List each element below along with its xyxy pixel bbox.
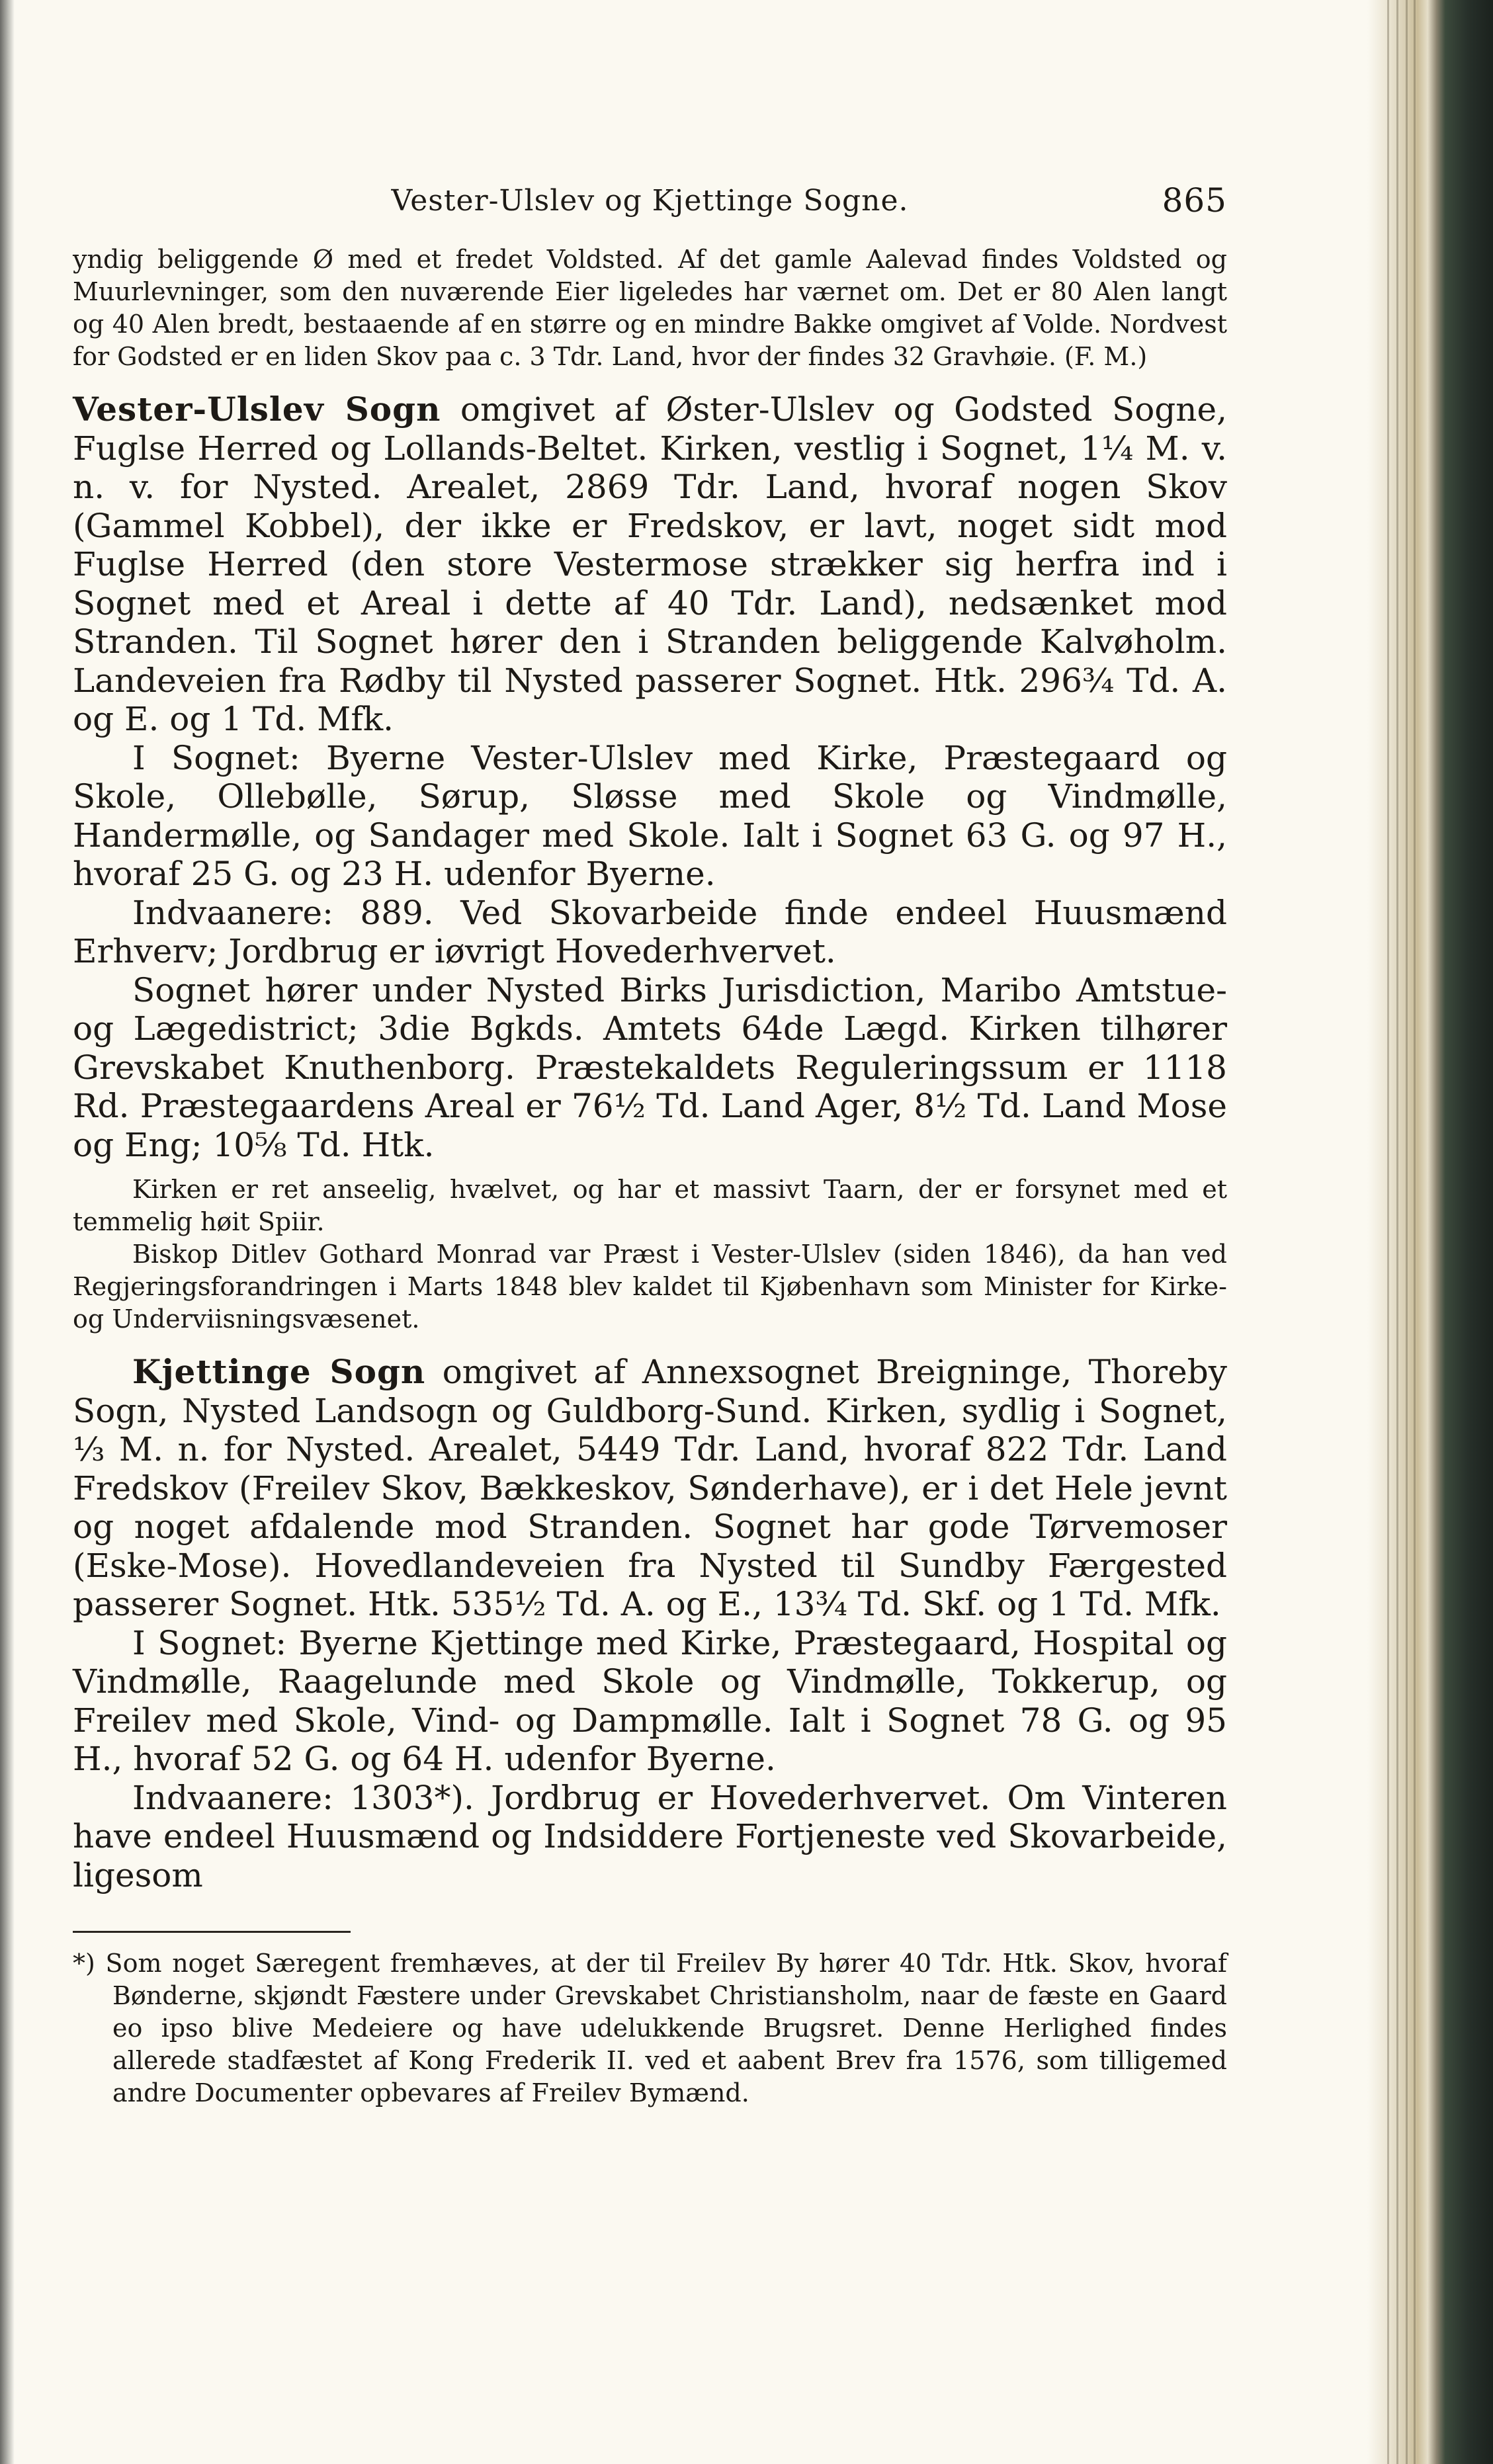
kjettinge-text-1: omgivet af Annexsognet Breigninge, Thoreby Sogn, Nysted Landsogn og Guldborg-Sund. Kirken, sydlig i Sognet, ⅓ M. n. for Nysted. Arealet, 5449 Tdr. Land, hvoraf 822 Tdr. Land Fredskov (Freilev Skov, Bækkeskov, Sønderhave), er i det Hele jevnt og noget afdalende mod Stranden. Sognet har gode Tørvemoser (Eske-Mose). Hovedlandeveien fra Nysted til Sundby Færgested passerer Sognet. Htk. 535½ Td. A. og E., 13¾ Td. Skf. og 1 Td. Mfk. (73, 1353, 1227, 1623)
vester-ulslev-paragraph-1 (73, 390, 1227, 739)
kjettinge-heading: Kjettinge Sogn (132, 1352, 426, 1391)
page-number: 865 (1162, 181, 1227, 220)
book-page (73, 179, 1227, 2109)
footnote-divider (73, 1931, 351, 1933)
page-header (73, 179, 1227, 232)
book-edge (1367, 0, 1493, 2464)
footnote: *) Som noget Særegent fremhæves, at der til Freilev By hører 40 Tdr. Htk. Skov, hvoraf Bønderne, skjøndt Fæstere under Grevskabet Christiansholm, naar de fæste en Gaard eo ipso blive Medeiere og have udelukkende Brugsret. Denne Herlighed findes allerede stadfæstet af Kong Frederik II. ved et aabent Brev fra 1576, som tilligemed andre Documenter opbevares af Freilev Bymænd. (73, 1949, 1227, 2107)
vester-ulslev-note-1: Kirken er ret anseelig, hvælvet, og har et massivt Taarn, der er forsynet med et temmelig høit Spiir. (73, 1175, 1227, 1236)
vester-ulslev-text-1: omgivet af Øster-Ulslev og Godsted Sogne, Fuglse Herred og Lollands-Beltet. Kirken, vestlig i Sognet, 1¼ M. v. n. v. for Nysted. Arealet, 2869 Tdr. Land, hvoraf nogen Skov (Gammel Kobbel), der ikke er Fredskov, er lavt, noget sidt mod Fuglse Herred (den store Vestermose strækker sig herfra ind i Sognet med et Areal i dette af 40 Tdr. Land), nedsænket mod Stranden. Til Sognet hører den i Stranden beliggende Kalvøholm. Landeveien fra Rødby til Nysted passerer Sognet. Htk. 296¾ Td. A. og E. og 1 Td. Mfk. (73, 390, 1227, 738)
running-title: Vester-Ulslev og Kjettinge Sogne. (391, 184, 909, 218)
vester-ulslev-heading: Vester-Ulslev Sogn (73, 390, 441, 429)
kjettinge-paragraph-3: Indvaanere: 1303*). Jordbrug er Hovederhvervet. Om Vinteren have endeel Huusmænd og Indsiddere Fortjeneste ved Skovarbeide, ligesom (73, 1778, 1227, 1894)
intro-paragraph: yndig beliggende Ø med et fredet Voldsted. Af det gamle Aalevad findes Voldsted og Muurlevninger, som den nuværende Eier ligeledes har værnet om. Det er 80 Alen langt og 40 Alen bredt, bestaaende af en større og en mindre Bakke omgivet af Volde. Nordvest for Godsted er en liden Skov paa c. 3 Tdr. Land, hvor der findes 32 Gravhøie. (F. M.) (73, 245, 1227, 371)
scan-left-edge (0, 0, 15, 2464)
vester-ulslev-paragraph-4: Sognet hører under Nysted Birks Jurisdiction, Maribo Amtstue- og Lægedistrict; 3die Bgkds. Amtets 64de Lægd. Kirken tilhører Grevskabet Knuthenborg. Præstekaldets Reguleringssum er 1118 Rd. Præstegaardens Areal er 76½ Td. Land Ager, 8½ Td. Land Mose og Eng; 10⅝ Td. Htk. (73, 970, 1227, 1164)
kjettinge-paragraph-2: I Sognet: Byerne Kjettinge med Kirke, Præstegaard, Hospital og Vindmølle, Raagelunde med Skole og Vindmølle, Tokkerup, og Freilev med Skole, Vind- og Dampmølle. Ialt i Sognet 78 G. og 95 H., hvoraf 52 G. og 64 H. udenfor Byerne. (73, 1623, 1227, 1778)
vester-ulslev-paragraph-3: Indvaanere: 889. Ved Skovarbeide finde endeel Huusmænd Erhverv; Jordbrug er iøvrigt Hovederhvervet. (73, 893, 1227, 970)
vester-ulslev-paragraph-2: I Sognet: Byerne Vester-Ulslev med Kirke, Præstegaard og Skole, Ollebølle, Sørup, Sløsse med Skole og Vindmølle, Handermølle, og Sandager med Skole. Ialt i Sognet 63 G. og 97 H., hvoraf 25 G. og 23 H. udenfor Byerne. (73, 738, 1227, 893)
vester-ulslev-note-2: Biskop Ditlev Gothard Monrad var Præst i Vester-Ulslev (siden 1846), da han ved Regjeringsforandringen i Marts 1848 blev kaldet til Kjøbenhavn som Minister for Kirke- og Underviisningsvæsenet. (73, 1240, 1227, 1334)
kjettinge-paragraph-1 (73, 1353, 1227, 1624)
